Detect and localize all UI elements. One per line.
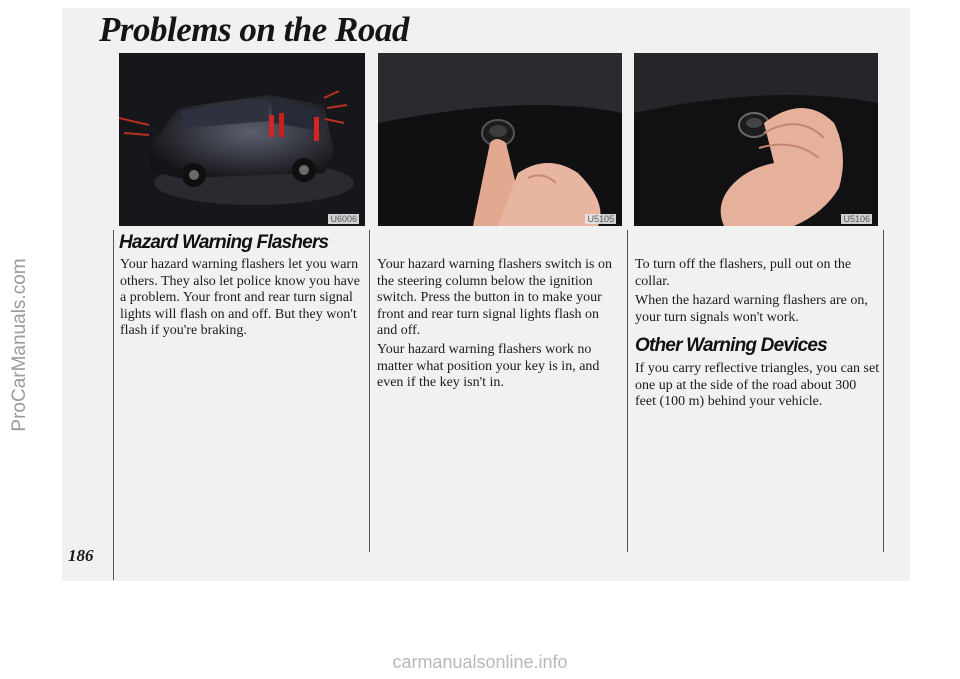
figure-code: U6006 xyxy=(330,214,357,224)
side-watermark: ProCarManuals.com xyxy=(9,258,30,432)
hand-pulling-collar-photo xyxy=(634,53,878,226)
column-rule-2 xyxy=(369,230,370,552)
paragraph-turn-off: To turn off the flashers, pull out on the collar. xyxy=(635,257,852,289)
paragraph-turn-signals: When the hazard warning flashers are on, your turn signals won't work. xyxy=(635,293,868,325)
figure-code: U5106 xyxy=(843,214,870,224)
page-title: Problems on the Road xyxy=(99,10,409,49)
footer-watermark: carmanualsonline.info xyxy=(392,652,568,672)
section-heading-hazard-flashers: Hazard Warning Flashers xyxy=(119,232,329,253)
column-rule-right xyxy=(883,230,884,552)
minivan-with-flashers-photo xyxy=(119,53,365,226)
section-heading-other-devices: Other Warning Devices xyxy=(635,335,827,356)
page-number: 186 xyxy=(68,546,94,565)
figure-code: U5105 xyxy=(587,214,614,224)
column-rule-3 xyxy=(627,230,628,552)
finger-pressing-hazard-button-photo xyxy=(378,53,622,226)
paragraph-key-position: Your hazard warning flashers work no matter what position your key is in, and even if the key isn't in. xyxy=(377,342,600,390)
column-rule-left xyxy=(113,230,114,580)
paragraph-reflective-triangles: If you carry reflective triangles, you can set one up at the side of the road about 300 feet (100 m) behind your vehicle. xyxy=(635,361,880,409)
paragraph-switch-location: Your hazard warning flashers switch is on the steering column below the ignition switch. Press the button in to make your front and rear turn signal lights flash on and off. xyxy=(377,257,612,338)
paragraph-hazard-flashers: Your hazard warning flashers let you warn others. They also let police know you have a problem. Your front and rear turn signal lights will flash on and off. But they won't flash if you're braking. xyxy=(120,257,361,338)
